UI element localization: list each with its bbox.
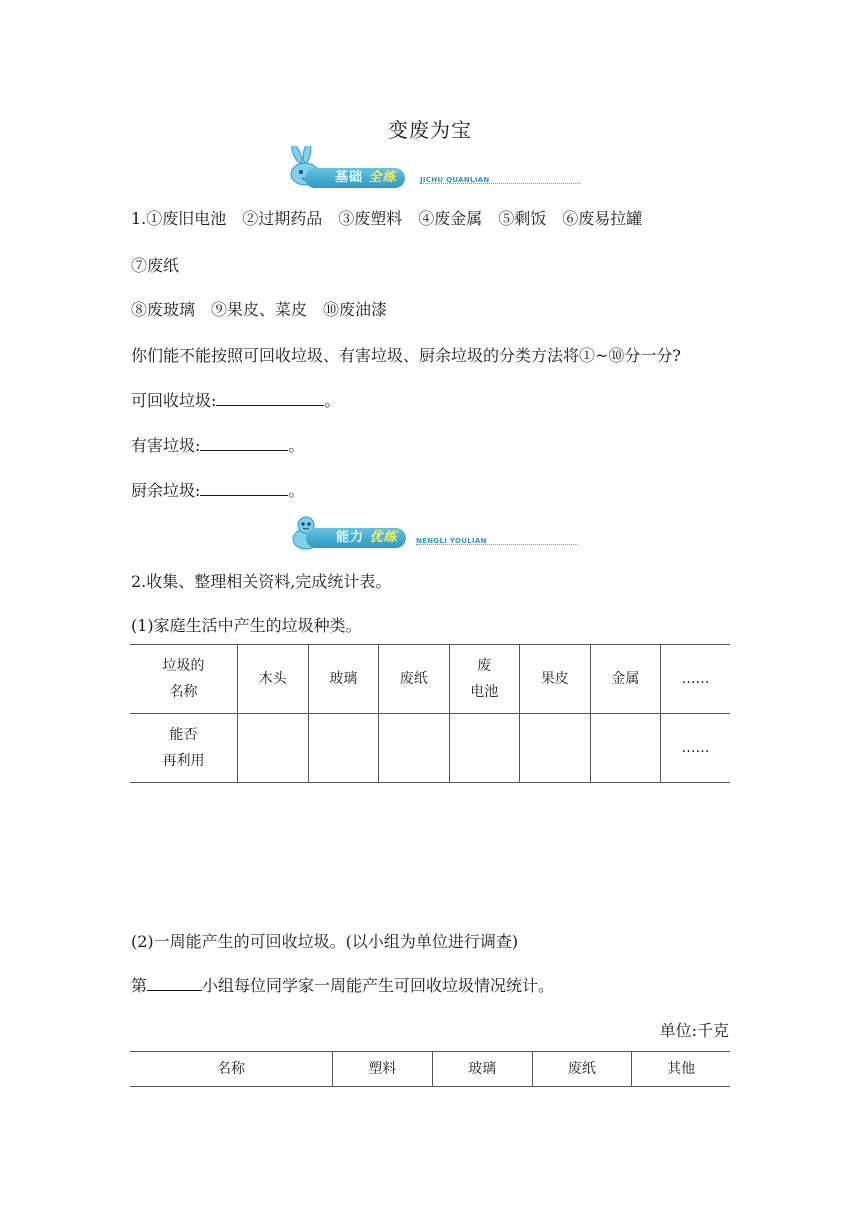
table-cell: 废纸 xyxy=(379,645,450,714)
table-header-cell: 名称 xyxy=(130,1052,333,1087)
unit-label: 单位:千克 xyxy=(659,1021,729,1040)
table-cell xyxy=(449,645,520,714)
table-cell: 玻璃 xyxy=(308,645,379,714)
cell-line: 电池 xyxy=(470,684,499,700)
table-cell: …… xyxy=(661,645,730,714)
header-line: 垃圾的 xyxy=(162,658,205,674)
table-header-cell: 其他 xyxy=(632,1052,730,1087)
table-cell: 金属 xyxy=(590,645,661,714)
q1-items-line2: ⑦废纸 xyxy=(131,256,180,275)
period: 。 xyxy=(324,391,341,410)
table-input-cell[interactable] xyxy=(449,714,520,783)
table-header-cell: 废纸 xyxy=(532,1052,632,1087)
group-suffix: 小组每位同学家一周能产生可回收垃圾情况统计。 xyxy=(202,976,555,995)
harmful-answer-blank[interactable] xyxy=(200,436,288,451)
table-row xyxy=(130,714,730,783)
group-line xyxy=(131,973,554,996)
table-input-cell[interactable] xyxy=(520,714,591,783)
period: 。 xyxy=(288,481,305,500)
q1-items-line1: 1.①废旧电池 ②过期药品 ③废塑料 ④废金属 ⑤剩饭 ⑥废易拉罐 xyxy=(131,209,643,228)
period: 。 xyxy=(288,436,305,455)
banner-label: 基础 全练 xyxy=(305,168,405,188)
group-prefix: 第 xyxy=(131,976,148,995)
recyclable-answer-blank[interactable] xyxy=(216,391,324,406)
table-input-cell[interactable] xyxy=(238,714,309,783)
banner-label: 能力 优练 xyxy=(306,528,406,548)
banner-pinyin: NENGLI YOULIAN xyxy=(416,537,487,545)
kitchen-row xyxy=(131,478,304,501)
header-line: 名称 xyxy=(169,684,198,700)
cell-line: 废 xyxy=(477,658,492,674)
harmful-row xyxy=(131,433,304,456)
kitchen-label: 厨余垃圾: xyxy=(131,481,201,500)
table-header-cell xyxy=(130,714,238,783)
table-header-cell xyxy=(130,645,238,714)
table-header-cell: 玻璃 xyxy=(432,1052,532,1087)
table-cell: …… xyxy=(661,714,730,783)
table-header-cell: 塑料 xyxy=(333,1052,433,1087)
header-line: 再利用 xyxy=(162,753,205,769)
harmful-label: 有害垃圾: xyxy=(131,436,201,455)
garbage-types-table xyxy=(130,644,730,783)
recyclable-label: 可回收垃圾: xyxy=(131,391,217,410)
kitchen-answer-blank[interactable] xyxy=(200,481,288,496)
table-row xyxy=(130,1052,730,1087)
q1-items-line3: ⑧废玻璃 ⑨果皮、菜皮 ⑩废油漆 xyxy=(131,300,388,319)
recyclable-row xyxy=(131,388,340,411)
banner-dotted-rule xyxy=(420,183,580,184)
table-input-cell[interactable] xyxy=(379,714,450,783)
recyclable-stats-table xyxy=(130,1051,730,1087)
q2-sub1: (1)家庭生活中产生的垃圾种类。 xyxy=(131,616,362,635)
table-row xyxy=(130,645,730,714)
table-cell: 果皮 xyxy=(520,645,591,714)
table-cell: 木头 xyxy=(238,645,309,714)
banner-dotted-rule xyxy=(416,544,578,545)
banner-pinyin: JICHU QUANLIAN xyxy=(420,176,490,184)
page-title: 变废为宝 xyxy=(388,118,472,142)
section-banner-basic xyxy=(283,150,580,190)
q2-sub2: (2)一周能产生的可回收垃圾。(以小组为单位进行调查) xyxy=(131,932,519,951)
group-number-blank[interactable] xyxy=(147,976,202,991)
q2-intro: 2.收集、整理相关资料,完成统计表。 xyxy=(131,572,392,591)
section-banner-ability xyxy=(286,515,578,555)
header-line: 能否 xyxy=(169,727,198,743)
q1-question: 你们能不能按照可回收垃圾、有害垃圾、厨余垃圾的分类方法将①~⑩分一分? xyxy=(131,346,681,365)
table-input-cell[interactable] xyxy=(308,714,379,783)
table-input-cell[interactable] xyxy=(590,714,661,783)
